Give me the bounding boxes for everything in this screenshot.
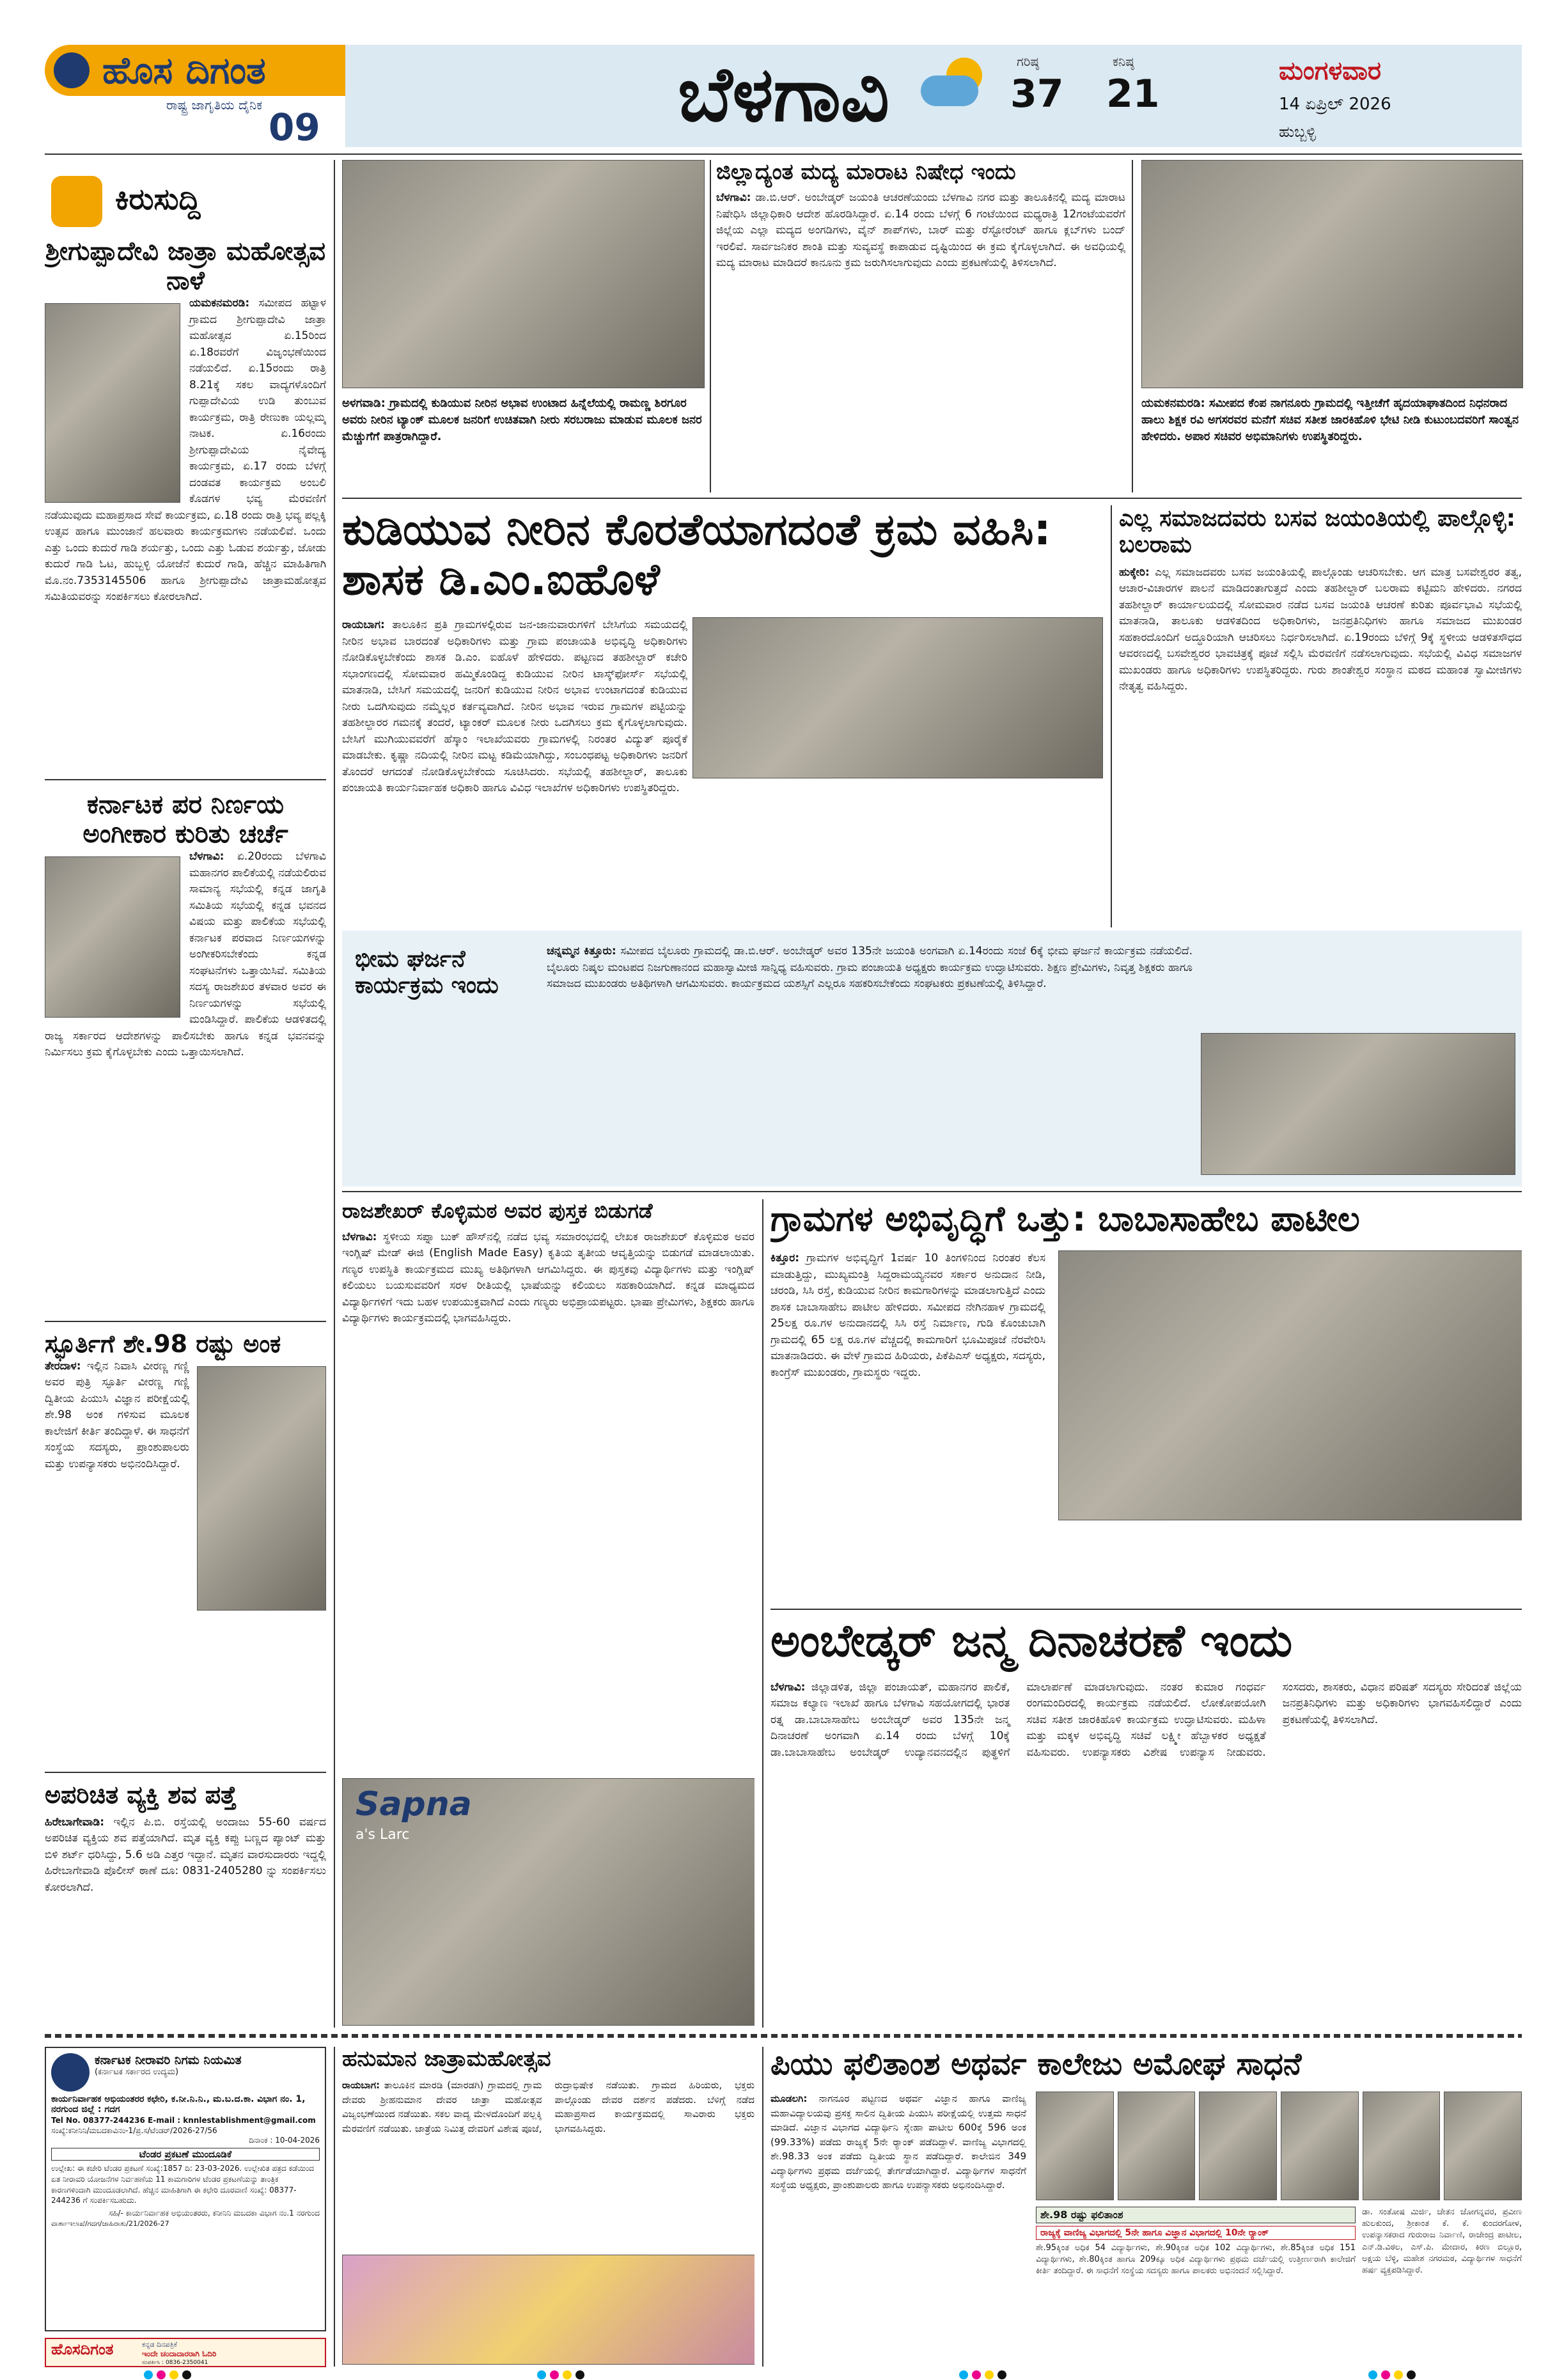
brand-name: ಹೊಸ ದಿಗಂತ [102,49,266,92]
brief-4 [45,1781,326,2024]
bhima-meeting-photo [1201,1033,1515,1175]
brief-divider [45,779,326,780]
hand-icon [51,176,102,227]
ambedkar-jayanti-story [770,1615,1522,2028]
liquor-ban-story [716,160,1125,493]
student-photo [1363,2092,1441,2200]
jatra-procession-photo [342,2255,755,2365]
brief-title: ಕರ್ನಾಟಕ ಪರ ನಿರ್ಣಯ ಅಂಗೀಕಾರ ಕುರಿತು ಚರ್ಚೆ [82,790,288,849]
city-name: ಬೆಳಗಾವಿ [678,50,889,138]
tender-org-sub: (ಕರ್ನಾಟಕ ಸರ್ಕಾರದ ಉದ್ಯಮ) [95,2067,179,2077]
tender-sign: ಸಹಿ/- ಕಾರ್ಯನಿರ್ವಾಹಕ ಅಭಿಯಂತರರು, ಕನೀನಿನಿ ಮಬದಕಾ ವಿಭಾಗ ನಂ.1 ನರಗುಂದ [108,2209,320,2218]
story-headline: ಜಿಲ್ಲಾದ್ಯಂತ ಮದ್ಯ ಮಾರಾಟ ನಿಷೇಧ ಇಂದು [716,160,1016,185]
story-headline: ರಾಜಶೇಖರ್ ಕೊಳ್ಳಿಮಠ ಅವರ ಪುಸ್ತಕ ಬಿಡುಗಡೆ [342,1199,653,1223]
brief-1 [45,237,326,774]
tender-office: ಕಾರ್ಯನಿರ್ವಾಹಕ ಅಭಿಯಂತರರ ಕಛೇರಿ, ಕ.ನೀ.ನಿ.ನಿ., ಮ.ಬ.ದ.ಕಾ. ವಿಭಾಗ ನಂ. 1, ನರಗುಂದ ಜಿಲ್ಲೆ : ಗದಗ [51,2094,306,2115]
story-dateline: ರಾಯಬಾಗ: [342,619,385,631]
story-headline: ಹನುಮಾನ ಜಾತ್ರಾಮಹೋತ್ಸವ [342,2047,551,2072]
story-body: ಜಿಲ್ಲಾಡಳಿತ, ಜಿಲ್ಲಾ ಪಂಚಾಯತ್, ಮಹಾನಗರ ಪಾಲಿಕೆ, ಸಮಾಜ ಕಲ್ಯಾಣ ಇಲಾಖೆ ಹಾಗೂ ಬೆಳಗಾವಿ ಸಹಯೋಗದಲ್ಲಿ ಭಾರತ ರತ್ನ ಡಾ.ಬಾಬಾಸಾಹೇಬ ಅಂಬೇಡ್ಕರ್ ಅವರ 135ನೇ ಜನ್ಮ ದಿನಾಚರಣೆ ಅಂಗವಾಗಿ ಏ.14 ರಂದು ಬೆಳಗ್ಗೆ 10ಕ್ಕೆ ಡಾ.ಬಾಬಾಸಾಹೇಬ ಅಂಬೇಡ್ಕರ್ ಉದ್ಯಾನವನದಲ್ಲಿನ ಪುತ್ಥಳಿಗೆ ಮಾಲಾರ್ಪಣೆ ಮಾಡಲಾಗುವುದು. ನಂತರ ಕುಮಾರ ಗಂಧರ್ವ ರಂಗಮಂದಿರದಲ್ಲಿ ಕಾರ್ಯಕ್ರಮ ನಡೆಯಲಿದೆ. ಲೋಕೋಪಯೋಗಿ ಸಚಿವ ಸತೀಶ ಜಾರಕಿಹೊಳಿ ಕಾರ್ಯಕ್ರಮ ಉದ್ಘಾಟಿಸುವರು. ಮಹಿಳಾ ಮತ್ತು ಮಕ್ಕಳ ಅಭಿವೃದ್ಧಿ ಸಚಿವೆ ಲಕ್ಷ್ಮೀ ಹೆಬ್ಬಾಳಕರ ಅಧ್ಯಕ್ಷತೆ ವಹಿಸುವರು. ಉಪನ್ಯಾಸಕರು ವಿಶೇಷ ಉಪನ್ಯಾಸ ನೀಡುವರು. ಸಂಸದರು, ಶಾಸಕರು, ವಿಧಾನ ಪರಿಷತ್ ಸದಸ್ಯರು ಸೇರಿದಂತೆ ಜಿಲ್ಲೆಯ ಜನಪ್ರತಿನಿಧಿಗಳು ಮತ್ತು ಅಧಿಕಾರಿಗಳು ಭಾಗವಹಿಸಲಿದ್ದಾರೆ ಎಂದು ಪ್ರಕಟಣೆಯಲ್ಲಿ ತಿಳಿಸಲಾಗಿದೆ. [770,1680,1522,1759]
bhoomi-pooja-photo [1058,1250,1522,1520]
kirusuddi-header [45,173,326,230]
story-body: ನಾಗನೂರ ಪಟ್ಟಣದ ಅಥರ್ವ ವಿಜ್ಞಾನ ಹಾಗೂ ವಾಣಿಜ್ಯ ಮಹಾವಿದ್ಯಾಲಯವು ಪ್ರಸಕ್ತ ಸಾಲಿನ ದ್ವಿತೀಯ ಪಿಯುಸಿ ಪರೀಕ್ಷೆಯಲ್ಲಿ ಉತ್ತಮ ಸಾಧನೆ ಮಾಡಿದೆ. ವಿಜ್ಞಾನ ವಿಭಾಗದ ವಿದ್ಯಾರ್ಥಿನಿ ಸ್ನೇಹಾ ಪಾಟೀಲ 600ಕ್ಕೆ 596 ಅಂಕ (99.33%) ಪಡೆದು ರಾಜ್ಯಕ್ಕೆ 5ನೇ ರ‍್ಯಾಂಕ್ ಪಡೆದಿದ್ದಾಳೆ. ವಾಣಿಜ್ಯ ವಿಭಾಗದಲ್ಲಿ ಶೇ.98.33 ಅಂಕ ಪಡೆದು ದ್ವಿತೀಯ ಸ್ಥಾನ ಪಡೆದಿದ್ದಾರೆ. ಕಾಲೇಜಿನ 349 ವಿದ್ಯಾರ್ಥಿಗಳು ಪ್ರಥಮ ದರ್ಜೆಯಲ್ಲಿ ತೇರ್ಗಡೆಯಾಗಿದ್ದಾರೆ. ವಿದ್ಯಾರ್ಥಿಗಳ ಸಾಧನೆಗೆ ಸಂಸ್ಥೆಯ ಅಧ್ಯಕ್ಷರು, ಪ್ರಾಂಶುಪಾಲರು ಹಾಗೂ ಉಪನ್ಯಾಸಕರು ಅಭಿನಂದಿಸಿದ್ದಾರೆ. [770,2093,1026,2191]
brief-title: ಸ್ಫೂರ್ತಿಗೆ ಶೇ.98 ರಷ್ಟು ಅಂಕ [45,1330,281,1358]
story-headline: ಭೀಮ ಘರ್ಜನೆ ಕಾರ್ಯಕ್ರಮ ಇಂದು [355,946,499,999]
story-body: ಸಮೀಪದ ಬೈಲೂರು ಗ್ರಾಮದಲ್ಲಿ ಡಾ.ಬಿ.ಆರ್. ಅಂಬೇಡ್ಕರ್ ಅವರ 135ನೇ ಜಯಂತಿ ಅಂಗವಾಗಿ ಏ.14ರಂದು ಸಂಜೆ 6ಕ್ಕೆ ಭೀಮ ಘರ್ಜನೆ ಕಾರ್ಯಕ್ರಮ ನಡೆಯಲಿದೆ. ಬೈಲೂರು ನಿಷ್ಕಲ ಮಂಟಪದ ನಿಜಗುಣಾನಂದ ಮಹಾಸ್ವಾಮೀಜಿ ಸಾನ್ನಿಧ್ಯ ವಹಿಸುವರು. ಗ್ರಾಮ ಪಂಚಾಯತಿ ಅಧ್ಯಕ್ಷರು ಕಾರ್ಯಕ್ರಮ ಉದ್ಘಾಟಿಸುವರು. ಶಿಕ್ಷಣ ಪ್ರೇಮಿಗಳು, ನಿವೃತ್ತ ಶಿಕ್ಷಕರು ಹಾಗೂ ಸಮಾಜದ ಮುಖಂಡರು ಅತಿಥಿಗಳಾಗಿ ಆಗಮಿಸುವರು. ಕಾರ್ಯಕ್ರಮದ ಯಶಸ್ಸಿಗೆ ಎಲ್ಲರೂ ಸಹಕರಿಸಬೇಕೆಂದು ಸಂಘಟಕರು ಪ್ರಕಟಣೆಯಲ್ಲಿ ತಿಳಿಸಿದ್ದಾರೆ. [547,945,1193,990]
tender-org: ಕರ್ನಾಟಕ ನೀರಾವರಿ ನಿಗಮ ನಿಯಮಿತ [95,2053,242,2067]
brand-emblem-icon [54,52,90,88]
brief-body: ಇಲ್ಲಿನ ಪಿ.ಬಿ. ರಸ್ತೆಯಲ್ಲಿ ಅಂದಾಜು 55-60 ವರ್ಷದ ಅಪರಿಚಿತ ವ್ಯಕ್ತಿಯ ಶವ ಪತ್ತೆಯಾಗಿದೆ. ಮೃತ ವ್ಯಕ್ತಿ ಕಪ್ಪು ಬಣ್ಣದ ಪ್ಯಾಂಟ್ ಮತ್ತು ಬಿಳಿ ಶರ್ಟ್ ಧರಿಸಿದ್ದು, 5.6 ಅಡಿ ಎತ್ತರ ಇದ್ದಾನೆ. ಮೃತನ ವಾರಸುದಾರರು ಇದ್ದಲ್ಲಿ ಹಿರೇಬಾಗೇವಾಡಿ ಪೊಲೀಸ್ ಠಾಣೆ ದೂ: 0831-2405280 ನ್ನು ಸಂಪರ್ಕಿಸಲು ಕೋರಲಾಗಿದೆ. [45,1815,326,1894]
story-headline: ಎಲ್ಲ ಸಮಾಜದವರು ಬಸವ ಜಯಂತಿಯಲ್ಲಿ ಪಾಲ್ಗೊಳ್ಳಿ: ಬಲರಾಮ [1119,505,1515,558]
brief-body: ಏ.20ರಂದು ಬೆಳಗಾವಿ ಮಹಾನಗರ ಪಾಲಿಕೆಯಲ್ಲಿ ನಡೆಯಲಿರುವ ಸಾಮಾನ್ಯ ಸಭೆಯಲ್ಲಿ ಕನ್ನಡ ಜಾಗೃತಿ ಸಮಿತಿಯ ಸಭೆಯಲ್ಲಿ ಕನ್ನಡ ಭವನದ ವಿಷಯ ಮತ್ತು ಪಾಲಿಕೆಯ ಸಭೆಯಲ್ಲಿ ಕರ್ನಾಟಕ ಪರವಾದ ನಿರ್ಣಯಗಳನ್ನು ಅಂಗೀಕರಿಸಬೇಕೆಂದು ಕನ್ನಡ ಸಂಘಟನೆಗಳು ಒತ್ತಾಯಿಸಿವೆ. ಸಮಿತಿಯ ಸದಸ್ಯ ರಾಜಶೇಖರ ತಳವಾರ ಅವರ ಈ ನಿರ್ಣಯಗಳನ್ನು ಸಭೆಯಲ್ಲಿ ಮಂಡಿಸಿದ್ದಾರೆ. ಪಾಲಿಕೆಯ ಆಡಳಿತದಲ್ಲಿ ರಾಜ್ಯ ಸರ್ಕಾರದ ಆದೇಶಗಳನ್ನು ಪಾಲಿಸಬೇಕು ಹಾಗೂ ಕನ್ನಡ ಭವನವನ್ನು ನಿರ್ಮಿಸಲು ಕ್ರಮ ಕೈಗೊಳ್ಳಬೇಕು ಎಂದು ಒತ್ತಾಯಿಸಲಾಗಿದೆ. [45,850,326,1059]
story-dateline: ಚನ್ನಮ್ಮನ ಕಿತ್ತೂರು: [547,945,616,958]
tender-date: ದಿನಾಂಕ : 10-04-2026 [249,2136,320,2145]
section-divider [342,1191,1522,1192]
village-development-story [770,1199,1522,1605]
tender-heading: ಟೆಂಡರ ಪ್ರಕಟಣೆ ಮುಂದೂಡಿಕೆ [51,2148,320,2161]
ad-phone: ಸಂಪರ್ಕಿಸಿ : 0836-2350041 [142,2360,208,2366]
story-headline: ಕುಡಿಯುವ ನೀರಿನ ಕೊರತೆಯಾಗದಂತೆ ಕ್ರಮ ವಹಿಸಿ: ಶಾಸಕ ಡಿ.ಎಂ.ಐಹೊಳೆ [342,505,1051,606]
tender-contact: Tel No. 08377-244236 E-mail : knnlestablishment@gmail.com [51,2116,316,2125]
max-temp: 37 [1010,72,1064,116]
kirusuddi-column [45,160,326,2028]
deity-photo [45,303,180,503]
result-badge: ಶೇ.98 ರಷ್ಟು ಫಲಿತಾಂಶ [1036,2207,1356,2223]
rank-badge: ರಾಜ್ಯಕ್ಕೆ ವಾಣಿಜ್ಯ ವಿಭಾಗದಲ್ಲಿ 5ನೇ ಹಾಗೂ ವಿಜ್ಞಾನ ವಿಭಾಗದಲ್ಲಿ 10ನೇ ರ‍್ಯಾಂಕ್ [1036,2226,1356,2240]
max-temp-label: ಗರಿಷ್ಠ [1017,54,1039,69]
student-photo [197,1366,326,1611]
water-tanker-photo [342,160,705,388]
story-dateline: ಮೂಡಲಗಿ: [770,2093,808,2104]
masthead-divider [45,154,1522,155]
photo-caption: ಯಮಕನಮರಡಿ: ಸಮೀಪದ ಕೆಂಪ ನಾಗನೂರು ಗ್ರಾಮದಲ್ಲಿ ಇತ್ತೀಚೆಗೆ ಹೃದಯಾಘಾತದಿಂದ ನಿಧನರಾದ ಹಾಲು ಶಿಕ್ಷಕ ರವಿ ಅಗಸರವರ ಮನೆಗೆ ಸಚಿವ ಸತೀಶ ಜಾರಕಿಹೊಳಿ ಭೇಟಿ ನೀಡಿ ಕುಟುಂಬದವರಿಗೆ ಸಾಂತ್ವನ ಹೇಳಿದರು. ಅಪಾರ ಸಚಿವರ ಅಭಿಮಾನಿಗಳು ಉಪಸ್ಥಿತರಿದ್ದರು. [1141,397,1519,444]
subscribe-ad[interactable] [45,2338,326,2367]
story-dateline: ಬೆಳಗಾವಿ: [770,1680,806,1694]
student-photos-row [1036,2092,1522,2200]
water-tanker-story [342,160,703,493]
registration-marks [1368,2370,1416,2379]
weekday: ಮಂಗಳವಾರ [1279,56,1382,86]
tender-footer: ವಾರ್ತಾಇಲಾಖೆ/ಗದಗ/ಜಾಹಿರಾತು/21/2026-27 [51,2219,169,2228]
book-release-photo [342,1778,755,2026]
brief-title: ಶ್ರೀಗುಪ್ಪಾದೇವಿ ಜಾತ್ರಾ ಮಹೋತ್ಸವ ನಾಳೆ [45,237,326,296]
student-photo [1036,2092,1114,2200]
story-body: ತಾಲೂಕಿನ ಪ್ರತಿ ಗ್ರಾಮಗಳಲ್ಲಿರುವ ಜನ-ಜಾನುವಾರುಗಳಿಗೆ ಬೇಸಿಗೆಯ ಸಮಯದಲ್ಲಿ ನೀರಿನ ಅಭಾವ ಬಾರದಂತೆ ಅಧಿಕಾರಿಗಳು ಮತ್ತು ಗ್ರಾಮ ಪಂಚಾಯತಿ ಅಭಿವೃದ್ಧಿ ಅಧಿಕಾರಿಗಳು ನೋಡಿಕೊಳ್ಳಬೇಕೆಂದು ಶಾಸಕ ಡಿ.ಎಂ. ಐಹೊಳೆ ಹೇಳಿದರು. ಪಟ್ಟಣದ ತಹಶೀಲ್ದಾರ್ ಕಚೇರಿ ಸಭಾಂಗಣದಲ್ಲಿ ಸೋಮವಾರ ಹಮ್ಮಿಕೊಂಡಿದ್ದ ಕುಡಿಯುವ ನೀರಿನ ಟಾಸ್ಕ್‌ಫೋರ್ಸ್ ಸಭೆಯಲ್ಲಿ ಮಾತನಾಡಿ, ಬೇಸಿಗೆ ಸಮಯದಲ್ಲಿ ಜನರಿಗೆ ಕುಡಿಯುವ ನೀರಿನ ಅಭಾವ ಉಂಟಾಗದಂತೆ ಕುಡಿಯುವ ನೀರು ಒದಗಿಸುವುದು ನಮ್ಮೆಲ್ಲರ ಕರ್ತವ್ಯವಾಗಿದೆ. ನೀರಿನ ಅಭಾವ ಇರುವ ಗ್ರಾಮಗಳ ಪಟ್ಟಿಯನ್ನು ತಹಶೀಲ್ದಾರರ ಗಮನಕ್ಕೆ ತಂದರೆ, ಟ್ಯಾಂಕರ್ ಮೂಲಕ ನೀರು ಒದಗಿಸಲು ಕ್ರಮ ಕೈಗೊಳ್ಳಲಾಗುವುದು. ಬೇಸಿಗೆ ಮುಗಿಯುವವರೆಗೆ ಹೆಸ್ಕಾಂ ಇಲಾಖೆಯವರು ಗ್ರಾಮಗಳಲ್ಲಿ ನಿರಂತರ ವಿದ್ಯುತ್ ಪೂರೈಕೆ ಮಾಡಬೇಕು. ಕೃಷ್ಣಾ ನದಿಯಲ್ಲಿ ನೀರಿನ ಮಟ್ಟ ಕಡಿಮೆಯಾಗಿದ್ದು, ಸಂಬಂಧಪಟ್ಟ ಅಧಿಕಾರಿಗಳು ಜನರಿಗೆ ತೊಂದರೆ ಆಗದಂತೆ ನೋಡಿಕೊಳ್ಳಬೇಕೆಂದು ಸೂಚಿಸಿದರು. ಸಭೆಯಲ್ಲಿ ತಹಶೀಲ್ದಾರ್, ತಾಲೂಕು ಪಂಚಾಯತಿ ಕಾರ್ಯನಿರ್ವಾಹಕ ಅಧಿಕಾರಿ ಹಾಗೂ ವಿವಿಧ ಇಲಾಖೆಗಳ ಅಧಿಕಾರಿಗಳು ಉಪಸ್ಥಿತರಿದ್ದರು. [342,619,687,794]
kirusuddi-label: ಕಿರುಸುದ್ದಿ [115,182,201,216]
photo-caption: ಅಳಗವಾಡಿ: ಗ್ರಾಮದಲ್ಲಿ ಕುಡಿಯುವ ನೀರಿನ ಅಭಾವ ಉಂಟಾದ ಹಿನ್ನೆಲೆಯಲ್ಲಿ ರಾಮಣ್ಣ ಶಿರಗೂರ ಅವರು ನೀರಿನ ಟ್ಯಾಂಕ್ ಮೂಲಕ ಜನರಿಗೆ ಉಚಿತವಾಗಿ ನೀರು ಸರಬರಾಜು ಮಾಡುವ ಮೂಲಕ ಜನರ ಮೆಚ್ಚುಗೆಗೆ ಪಾತ್ರರಾಗಿದ್ದಾರೆ. [342,397,702,444]
issue-date: 14 ಏಪ್ರಿಲ್ 2026 [1279,95,1391,114]
story-dateline: ಹುಕ್ಕೇರಿ: [1119,565,1150,579]
bottom-band-divider [45,2034,1522,2038]
student-photo [1199,2092,1277,2200]
page-number: 09 [269,106,320,149]
weather-icon [921,58,985,109]
knnl-logo-icon [51,2053,90,2092]
min-temp-label: ಕನಿಷ್ಠ [1113,54,1134,69]
brief-dateline: ಹಿರೇಬಾಗೇವಾಡಿ: [45,1815,105,1829]
column-rule [1111,505,1112,927]
column-rule [1132,160,1133,493]
story-dateline: ಕಿತ್ತೂರ: [770,1252,800,1265]
bhima-gharjane-story [342,931,1522,1186]
student-photo [1281,2092,1359,2200]
brief-body: ಇಲ್ಲಿನ ನಿವಾಸಿ ವೀರಣ್ಣ ಗಣ್ಣಿ ಅವರ ಪುತ್ರಿ ಸ್ಫೂರ್ತಿ ವೀರಣ್ಣ ಗಣ್ಣಿ ದ್ವಿತೀಯ ಪಿಯುಸಿ ವಿಜ್ಞಾನ ಪರೀಕ್ಷೆಯಲ್ಲಿ ಶೇ.98 ಅಂಕ ಗಳಿಸುವ ಮೂಲಕ ಕಾಲೇಜಿಗೆ ಕೀರ್ತಿ ತಂದಿದ್ದಾಳೆ. ಈ ಸಾಧನೆಗೆ ಸಂಸ್ಥೆಯ ಸದಸ್ಯರು, ಪ್ರಾಂಶುಪಾಲರು ಮತ್ತು ಉಪನ್ಯಾಸಕರು ಅಭಿನಂದಿಸಿದ್ದಾರೆ. [45,1359,189,1470]
edition: ಹುಬ್ಬಳ್ಳಿ [1279,123,1316,141]
brief-3 [45,1330,326,1765]
brief-divider [45,1321,326,1322]
brief-dateline: ಯಮಕನಮರಡಿ: [189,297,250,310]
brief-dateline: ತೇರದಾಳ: [45,1359,81,1373]
story-dateline: ರಾಯಬಾಗ: [342,2079,380,2092]
ad-cta: ಇಂದೇ ಚಂದಾದಾರರಾಗಿ ಓದಿರಿ [142,2349,217,2358]
story-dateline: ಬೆಳಗಾವಿ: [342,1230,377,1243]
min-temp: 21 [1106,72,1160,116]
section-divider [770,1609,1522,1610]
sapna-sign-sub: a's Larc [356,1827,410,1843]
brief-title: ಅಪರಿಚಿತ ವ್ಯಕ್ತಿ ಶವ ಪತ್ತೆ [45,1781,237,1809]
story-body: ತಾಲೂಕಿನ ಮಾರಡಿ (ಮಾರಡಗಿ) ಗ್ರಾಮದಲ್ಲಿ ಗ್ರಾಮ ದೇವರು ಶ್ರೀಹನುಮಾನ ದೇವರ ಜಾತ್ರಾ ಮಹೋತ್ಸವ ವಿಜೃಂಭಣೆಯಿಂದ ನಡೆಯಿತು. ಸಕಲ ವಾದ್ಯ ಮೇಳದೊಂದಿಗೆ ಪಲ್ಲಕ್ಕಿ ಮೆರವಣಿಗೆ ನಡೆಯಿತು. ಜಾತ್ರೆಯ ನಿಮಿತ್ತ ದೇವರಿಗೆ ವಿಶೇಷ ಪೂಜೆ, ರುದ್ರಾಭಿಷೇಕ ನಡೆಯಿತು. ಗ್ರಾಮದ ಹಿರಿಯರು, ಭಕ್ತರು ಪಾಲ್ಗೊಂಡು ದೇವರ ದರ್ಶನ ಪಡೆದರು. ಬೆಳಿಗ್ಗೆ ನಡೆದ ಮಹಾಪ್ರಸಾದ ಕಾರ್ಯಕ್ರಮದಲ್ಲಿ ಸಾವಿರಾರು ಭಕ್ತರು ಭಾಗವಹಿಸಿದ್ದರು. [342,2079,755,2134]
ad-sub: ಕನ್ನಡ ದಿನಪತ್ರಿಕೆ [142,2340,178,2349]
column-rule [334,2047,335,2367]
college-result-story [770,2047,1522,2367]
registration-marks [144,2370,191,2379]
brand-tagline: ರಾಷ್ಟ್ರ ಜಾಗೃತಿಯ ದೈನಿಕ [166,97,263,113]
tender-notice [45,2047,326,2331]
brief-dateline: ಬೆಳಗಾವಿ: [189,850,224,863]
brief-divider [45,1772,326,1773]
basava-jayanti-story [1119,505,1522,927]
left-column-rule [334,160,335,2028]
story-body-3: ಡಾ. ಸಂತೋಷ ಮಿರ್ಜಿ, ಚೇತನ ಜೋಗನ್ನವರ, ಪ್ರವೀಣ ಹುಲಕುಂದ, ಶ್ರೀಕಾಂತ ಕೆ. ಕೆ. ಕುಂದರಗೋಳ, ಉಪನ್ಯಾಸಕರಾದ ಗುರುರಾಜ ನಿರ್ವಾಣಿ, ರಾಜೇಂದ್ರ ಪಾಟೀಲ, ಎನ್.ಡಿ.ವಿಠಲ, ಎಸ್.ಪಿ. ಮೇದಾರ, ಕಿರಣ ಬಿಲ್ಲೂರ, ಅಕ್ಷಯ ಬೆಳ್ಳಿ, ಮಹೇಶ ನಗರಮಠ, ವಿದ್ಯಾರ್ಥಿಗಳ ಸಾಧನೆಗೆ ಹರ್ಷ ವ್ಯಕ್ತಪಡಿಸಿದ್ದಾರೆ. [1362,2207,1522,2275]
story-headline: ಪಿಯು ಫಲಿತಾಂಶ ಅಥರ್ವ ಕಾಲೇಜು ಅಮೋಘ ಸಾಧನೆ [770,2047,1302,2082]
brand-logo[interactable] [45,45,345,96]
story-headline: ಗ್ರಾಮಗಳ ಅಭಿವೃದ್ಧಿಗೆ ಒತ್ತು: ಬಾಬಾಸಾಹೇಬ ಪಾಟೀಲ [770,1199,1360,1239]
student-photo [1444,2092,1522,2200]
drinking-water-story [342,505,1103,927]
story-headline: ಅಂಬೇಡ್ಕರ್ ಜನ್ಮ ದಿನಾಚರಣೆ ಇಂದು [770,1615,1293,1667]
sapna-sign: Sapna [356,1785,472,1824]
section-divider [342,498,1522,499]
tender-body: ಉಲ್ಲೇಖ: ಈ ಕಚೇರಿ ಟೆಂಡರ ಪ್ರಕಟಣೆ ಸಂಖ್ಯೆ:1857 ದಿ: 23-03-2026. ಉಲ್ಲೇಖಿತ ಪತ್ರದ ಕಡೆಯಿಂದ ಏತ ನೀರಾವರಿ ಯೋಜನೆಗಳ ನಿರ್ವಹಣೆಯ 11 ಕಾಮಗಾರಿಗಳ ಟೆಂಡರ ಪ್ರಕಟಣೆಯನ್ನು ತಾಂತ್ರಿಕ ಕಾರಣಗಳಿಂದಾಗಿ ಮುಂದೂಡಲಾಗಿದೆ. ಹೆಚ್ಚಿನ ಮಾಹಿತಿಗಾಗಿ ಈ ಕಛೇರಿ ದೂರವಾಣಿ ಸಂಖ್ಯೆ: 08377-244236 ಗೆ ಸಂಪರ್ಕಿಸಬಹುದು. [51,2164,315,2205]
tender-ref: ಸಂಖ್ಯೆ:ಕನೀನಿನಿ/ಮಬದಕಾವಿನಂ-1/ಪ್ರ.ಸ/ಟೆಂಡರ್/2026-27/56 [51,2126,217,2135]
minister-visit-story [1141,160,1522,493]
portrait-photo [45,856,180,1018]
story-body: ಎಲ್ಲ ಸಮಾಜದವರು ಬಸವ ಜಯಂತಿಯಲ್ಲಿ ಪಾಲ್ಗೊಂಡು ಆಚರಿಸಬೇಕು. ಆಗ ಮಾತ್ರ ಬಸವೇಶ್ವರರ ತತ್ವ, ಆಚಾರ-ವಿಚಾರಗಳ ಪಾಲನೆ ಮಾಡಿದಂತಾಗುತ್ತದೆ ಎಂದು ತಹಶೀಲ್ದಾರ್ ಬಲರಾಮ ಕಟ್ಟಿಮನಿ ಹೇಳಿದರು. ನಗರದ ತಹಶೀಲ್ದಾರ್ ಕಾರ್ಯಾಲಯದಲ್ಲಿ ಸೋಮವಾರ ನಡೆದ ಬಸವ ಜಯಂತಿ ಆಚರಣೆ ಕುರಿತು ಪೂರ್ವಭಾವಿ ಸಭೆಯಲ್ಲಿ ಮಾತನಾಡಿ, ತಾಲೂಕು ಆಡಳಿತದಿಂದ ಅಧಿಕಾರಿಗಳು, ಜನಪ್ರತಿನಿಧಿಗಳು ಹಾಗೂ ಸಮಾಜದ ಮುಖಂಡರ ಸಹಕಾರದೊಂದಿಗೆ ಅದ್ಧೂರಿಯಾಗಿ ಆಚರಿಸಲು ನಿರ್ಧರಿಸಲಾಗಿದೆ. ಏ.19ರಂದು ಬೆಳಿಗ್ಗೆ 9ಕ್ಕೆ ಸ್ಥಳೀಯ ಆಡಳಿತಸೌಧದ ಆವರಣದಲ್ಲಿ ಬಸವೇಶ್ವರರ ಭಾವಚಿತ್ರಕ್ಕೆ ಪೂಜೆ ಸಲ್ಲಿಸಿ ಮೆರವಣಿಗೆ ನಡೆಸಲಾಗುವುದು. ಸಭೆಯಲ್ಲಿ ವಿವಿಧ ಸಮಾಜಗಳ ಮುಖಂಡರು ಹಾಗೂ ಅಧಿಕಾರಿಗಳು ಉಪಸ್ಥಿತರಿದ್ದರು. ಗುರು ಶಾಂತೇಶ್ವರ ಸಂಸ್ಥಾನ ಮಠದ ಮಹಾಂತ ಸ್ವಾಮೀಜಿಗಳು ನೇತೃತ್ವ ವಹಿಸಿದ್ದರು. [1119,565,1522,693]
masthead [0,0,1541,154]
brief-2 [45,790,326,1314]
registration-marks [959,2370,1006,2379]
brief-body: ಸಮೀಪದ ಹಟ್ಟಾಳ ಗ್ರಾಮದ ಶ್ರೀಗುಪ್ಪಾದೇವಿ ಜಾತ್ರಾ ಮಹೋತ್ಸವ ಏ.15ರಿಂದ ಏ.18ರವರೆಗೆ ವಿಜೃಂಭಣೆಯಿಂದ ನಡೆಯಲಿದೆ. ಏ.15ರಂದು ರಾತ್ರಿ 8.21ಕ್ಕೆ ಸಕಲ ವಾದ್ಯಗಳೊಂದಿಗೆ ಗುಪ್ಪಾದೇವಿಯ ಉಡಿ ತುಂಬುವ ಕಾರ್ಯಕ್ರಮ, ರಾತ್ರಿ ರೇಣುಕಾ ಯಲ್ಲಮ್ಮ ನಾಟಕ. ಏ.16ರಂದು ಶ್ರೀಗುಪ್ಪಾದೇವಿಯ ನೈವೇದ್ಯ ಕಾರ್ಯಕ್ರಮ, ಏ.17 ರಂದು ಬೆಳಗ್ಗೆ ದಂಡವತ ಕಾರ್ಯಕ್ರಮ ಅಂಬಲಿ ಕೊಡಗಳ ಭವ್ಯ ಮೆರವಣಿಗೆ ನಡೆಯುವುದು ಮಹಾಪ್ರಸಾದ ಸೇವೆ ಕಾರ್ಯಕ್ರಮ, ಏ.18 ರಂದು ರಾತ್ರಿ ಭವ್ಯ ಪಲ್ಲಕ್ಕಿ ಉತ್ಸವ ಹಾಗೂ ಮುಂಜಾನೆ ಹಲವಾರು ಕಾರ್ಯಕ್ರಮಗಳು ನಡೆಯಲಿವೆ. ಒಂದು ಎತ್ತು ಒಂದು ಕುದುರೆ ಗಾಡಿ ಶರ್ಯತ್ತು, ಒಂದು ಎತ್ತು ಓಡುವ ಶರ್ಯತ್ತು, ಜೋಡು ಕುದುರೆ ಗಾಡಿ ಓಟ, ಹುಬ್ಬಳ್ಳಿ ಯೋಜೆನೆ ಕುದುರೆ ಗಾಡಿ, ಹೆಚ್ಚಿನ ಮಾಹಿತಿಗಾಗಿ ಮೊ.ನಂ.7353145506 ಹಾಗೂ ಶ್ರೀಗುಪ್ಪಾದೇವಿ ಜಾತ್ರಾಮಹೋತ್ಸವ ಸಮಿತಿಯವರನ್ನು ಸಂಪರ್ಕಿಸಲು ಕೋರಲಾಗಿದೆ. [45,297,326,603]
column-rule [762,1199,763,2028]
story-body-2: ಶೇ.95ಕ್ಕಿಂತ ಅಧಿಕ 54 ವಿದ್ಯಾರ್ಥಿಗಳು, ಶೇ.90ಕ್ಕಿಂತ ಅಧಿಕ 102 ವಿದ್ಯಾರ್ಥಿಗಳು, ಶೇ.85ಕ್ಕಿಂತ ಅಧಿಕ 151 ವಿದ್ಯಾರ್ಥಿಗಳು, ಶೇ.80ಕ್ಕಿಂತ ಹಾಗೂ 209ಕ್ಕೂ ಅಧಿಕ ವಿದ್ಯಾರ್ಥಿಗಳು ಪ್ರಥಮ ದರ್ಜೆಯಲ್ಲಿ ಉತ್ತೀರ್ಣರಾಗಿ ಕಾಲೇಜಿಗೆ ಕೀರ್ತಿ ತಂದಿದ್ದಾರೆ. ಈ ಸಾಧನೆಗೆ ಸಂಸ್ಥೆಯ ಸದಸ್ಯರು ಹಾಗೂ ಪಾಲಕರು ಅಭಿನಂದನೆ ಸಲ್ಲಿಸಿದ್ದಾರೆ. [1036,2243,1356,2276]
hanuman-jatra-story [342,2047,755,2367]
registration-marks [537,2370,584,2379]
story-dateline: ಬೆಳಗಾವಿ: [716,191,751,205]
minister-visit-photo [1141,160,1523,388]
meeting-photo [692,617,1103,778]
student-photo [1118,2092,1196,2200]
story-body: ಡಾ.ಬಿ.ಆರ್. ಅಂಬೇಡ್ಕರ್ ಜಯಂತಿ ಆಚರಣೆಯಂದು ಬೆಳಗಾವಿ ನಗರ ಮತ್ತು ತಾಲೂಕಿನಲ್ಲಿ ಮದ್ಯ ಮಾರಾಟ ನಿಷೇಧಿಸಿ ಜಿಲ್ಲಾಧಿಕಾರಿ ಆದೇಶ ಹೊರಡಿಸಿದ್ದಾರೆ. ಏ.14 ರಂದು ಬೆಳಗ್ಗೆ 6 ಗಂಟೆಯಿಂದ ಮಧ್ಯರಾತ್ರಿ 12ಗಂಟೆಯವರೆಗೆ ಜಿಲ್ಲೆಯ ಎಲ್ಲಾ ಮದ್ಯದ ಅಂಗಡಿಗಳು, ವೈನ್ ಶಾಪ್‌ಗಳು, ಬಾರ್ ಮತ್ತು ರೆಸ್ಟೋರೆಂಟ್ ಹಾಗೂ ಕ್ಲಬ್‌ಗಳು ಬಂದ್ ಇರಲಿವೆ. ಸಾರ್ವಜನಿಕರ ಶಾಂತಿ ಮತ್ತು ಸುವ್ಯವಸ್ಥೆ ಕಾಪಾಡುವ ದೃಷ್ಟಿಯಿಂದ ಈ ಕ್ರಮ ಕೈಗೊಳ್ಳಲಾಗಿದೆ. ಈ ಅವಧಿಯಲ್ಲಿ ಮದ್ಯ ಮಾರಾಟ ಮಾಡಿದರೆ ಕಾನೂನು ಕ್ರಮ ಜರುಗಿಸಲಾಗುವುದು ಎಂದು ಪ್ರಕಟಣೆಯಲ್ಲಿ ತಿಳಿಸಲಾಗಿದೆ. [716,191,1125,270]
book-release-story [342,1199,755,2028]
column-rule [710,160,711,493]
story-body: ಗ್ರಾಮಗಳ ಅಭಿವೃದ್ಧಿಗೆ 1ವರ್ಷ 10 ತಿಂಗಳಿನಿಂದ ನಿರಂತರ ಕೆಲಸ ಮಾಡುತ್ತಿದ್ದು, ಮುಖ್ಯಮಂತ್ರಿ ಸಿದ್ದರಾಮಯ್ಯನವರ ಸರ್ಕಾರ ಅನುದಾನ ನೀಡಿ, ಚರಂಡಿ, ಸಿಸಿ ರಸ್ತೆ, ಕುಡಿಯುವ ನೀರಿನ ಕಾಮಗಾರಿಗಳನ್ನು ಮಾಡಲಾಗುತ್ತಿದೆ ಎಂದು ಶಾಸಕ ಬಾಬಾಸಾಹೇಬ ಪಾಟೀಲ ಹೇಳಿದರು. ಸಮೀಪದ ನೇಗಿನಹಾಳ ಗ್ರಾಮದಲ್ಲಿ 25ಲಕ್ಷ ರೂ.ಗಳ ಅನುದಾನದಲ್ಲಿ ಸಿಸಿ ರಸ್ತೆ ನಿರ್ಮಾಣ, ಗುಡಿ ಕೊಂಚುಬಾಗಿ ಗ್ರಾಮದಲ್ಲಿ 65 ಲಕ್ಷ ರೂ.ಗಳ ವೆಚ್ಚದಲ್ಲಿ ಕಾಮಗಾರಿಗೆ ಭೂಮಿಪೂಜೆ ನೆರವೇರಿಸಿ ಮಾತನಾಡಿದರು. ಈ ವೇಳೆ ಗ್ರಾಮದ ಹಿರಿಯರು, ಪಿಕೆಪಿಎಸ್ ಅಧ್ಯಕ್ಷರು, ಸದಸ್ಯರು, ಕಾಂಗ್ರೆಸ್ ಮುಖಂಡರು, ಗ್ರಾಮಸ್ಥರು ಇದ್ದರು. [770,1252,1045,1379]
story-body: ಸ್ಥಳೀಯ ಸಪ್ನಾ ಬುಕ್ ಹೌಸ್‌ನಲ್ಲಿ ನಡೆದ ಭವ್ಯ ಸಮಾರಂಭದಲ್ಲಿ ಲೇಖಕ ರಾಜಶೇಖರ್ ಕೊಳ್ಳಿಮಠ ಅವರ ಇಂಗ್ಲಿಷ್ ಮೇಡ್ ಈಜಿ (English Made Easy) ಕೃತಿಯ ತೃತೀಯ ಆವೃತ್ತಿಯನ್ನು ಬಿಡುಗಡೆ ಮಾಡಲಾಯಿತು. ಗಣ್ಯರ ಉಪಸ್ಥಿತಿ ಕಾರ್ಯಕ್ರಮದ ಮುಖ್ಯ ಅತಿಥಿಗಳಾಗಿ ಆಗಮಿಸಿದ್ದರು. ಈ ಪುಸ್ತಕವು ವಿದ್ಯಾರ್ಥಿಗಳು ಮತ್ತು ಇಂಗ್ಲಿಷ್ ಕಲಿಯಲು ಬಯಸುವವರಿಗೆ ಸರಳ ರೀತಿಯಲ್ಲಿ ಭಾಷೆಯನ್ನು ಕಲಿಯಲು ಸಹಕಾರಿಯಾಗಿದೆ. ಕನ್ನಡ ಮಾಧ್ಯಮದ ವಿದ್ಯಾರ್ಥಿಗಳಿಗೆ ಇದು ಬಹಳ ಉಪಯುಕ್ತವಾಗಿದೆ ಎಂದು ಗಣ್ಯರು ಅಭಿಪ್ರಾಯಪಟ್ಟರು. ಭಾಷಾ ಪ್ರೇಮಿಗಳು, ಶಿಕ್ಷಕರು ಹಾಗೂ ವಿದ್ಯಾರ್ಥಿಗಳು ಕಾರ್ಯಕ್ರಮದಲ್ಲಿ ಭಾಗವಹಿಸಿದ್ದರು. [342,1230,755,1325]
column-rule [762,2047,763,2367]
ad-brand: ಹೊಸದಿಗಂತ [51,2340,114,2358]
